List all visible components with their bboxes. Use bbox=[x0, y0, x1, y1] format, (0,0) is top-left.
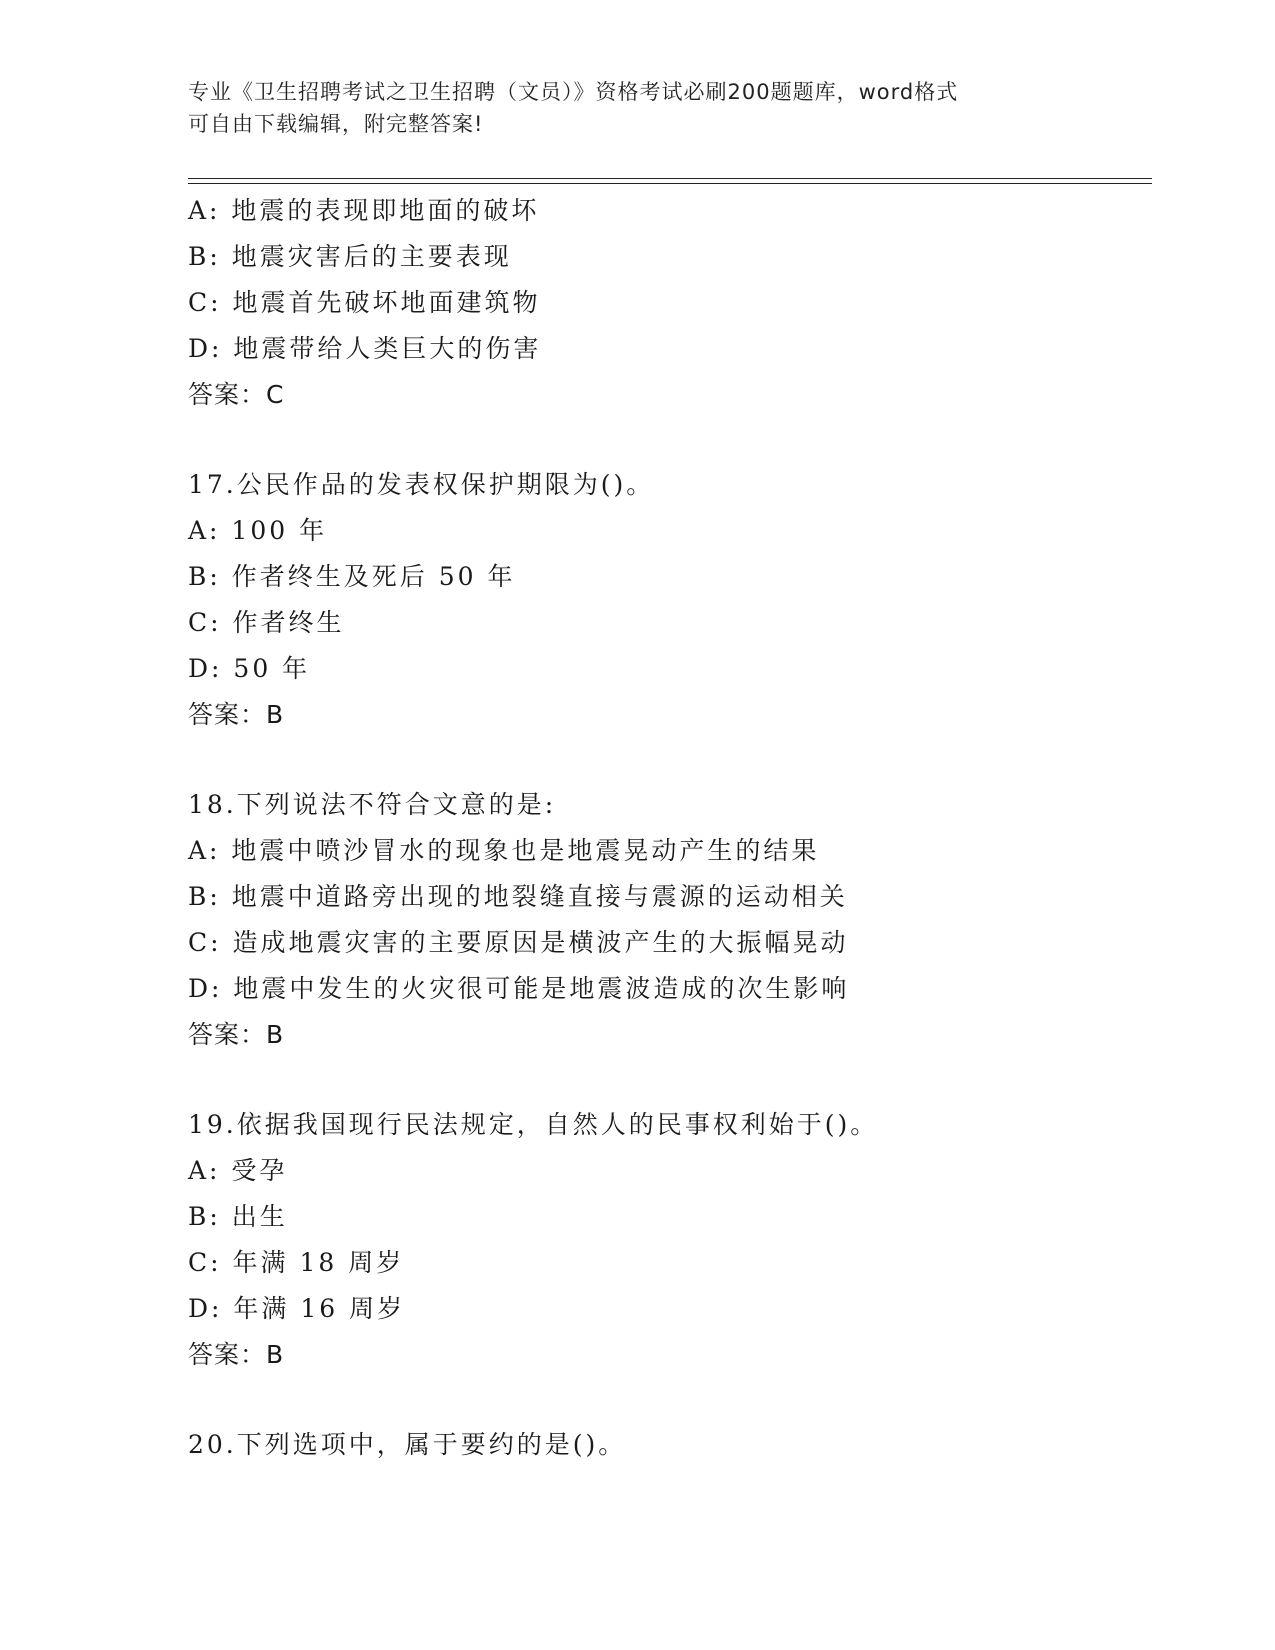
answer-line: 答案：C bbox=[188, 380, 285, 409]
option-a: A: 受孕 bbox=[188, 1156, 288, 1185]
question-text: 20.下列选项中，属于要约的是()。 bbox=[188, 1430, 627, 1459]
question-block bbox=[188, 188, 1148, 418]
option-b: B: 出生 bbox=[188, 1202, 288, 1231]
header-divider-bottom bbox=[188, 183, 1152, 184]
spacer bbox=[188, 1378, 1148, 1422]
spacer bbox=[188, 418, 1148, 462]
spacer bbox=[188, 1058, 1148, 1102]
option-b: B: 地震中道路旁出现的地裂缝直接与震源的运动相关 bbox=[188, 882, 848, 911]
option-c: C: 地震首先破坏地面建筑物 bbox=[188, 288, 541, 317]
option-d: D: 50 年 bbox=[188, 654, 311, 683]
option-a: A: 100 年 bbox=[188, 516, 328, 545]
answer-line: 答案：B bbox=[188, 1020, 285, 1049]
spacer bbox=[188, 738, 1148, 782]
option-c: C: 作者终生 bbox=[188, 608, 345, 637]
option-d: D: 地震带给人类巨大的伤害 bbox=[188, 334, 542, 363]
question-block bbox=[188, 462, 1148, 738]
question-text: 19.依据我国现行民法规定，自然人的民事权利始于()。 bbox=[188, 1110, 879, 1139]
option-d: D: 地震中发生的火灾很可能是地震波造成的次生影响 bbox=[188, 974, 850, 1003]
header-line-1: 专业《卫生招聘考试之卫生招聘（文员）》资格考试必刷200题题库，word格式 bbox=[188, 80, 959, 104]
option-c: C: 年满 18 周岁 bbox=[188, 1248, 405, 1277]
option-a: A: 地震中喷沙冒水的现象也是地震晃动产生的结果 bbox=[188, 836, 820, 865]
option-b: B: 作者终生及死后 50 年 bbox=[188, 562, 516, 591]
option-b: B: 地震灾害后的主要表现 bbox=[188, 242, 512, 271]
option-c: C: 造成地震灾害的主要原因是横波产生的大振幅晃动 bbox=[188, 928, 849, 957]
header-line-2: 可自由下载编辑，附完整答案! bbox=[188, 112, 484, 136]
option-d: D: 年满 16 周岁 bbox=[188, 1294, 406, 1323]
header-divider-top bbox=[188, 178, 1152, 179]
question-block bbox=[188, 1102, 1148, 1378]
option-a: A: 地震的表现即地面的破坏 bbox=[188, 196, 540, 225]
question-text: 17.公民作品的发表权保护期限为()。 bbox=[188, 470, 655, 499]
question-list bbox=[188, 188, 1148, 1468]
document-header bbox=[188, 76, 1088, 140]
answer-line: 答案：B bbox=[188, 700, 285, 729]
question-block bbox=[188, 1422, 1148, 1468]
question-text: 18.下列说法不符合文意的是: bbox=[188, 790, 557, 819]
question-block bbox=[188, 782, 1148, 1058]
answer-line: 答案：B bbox=[188, 1340, 285, 1369]
